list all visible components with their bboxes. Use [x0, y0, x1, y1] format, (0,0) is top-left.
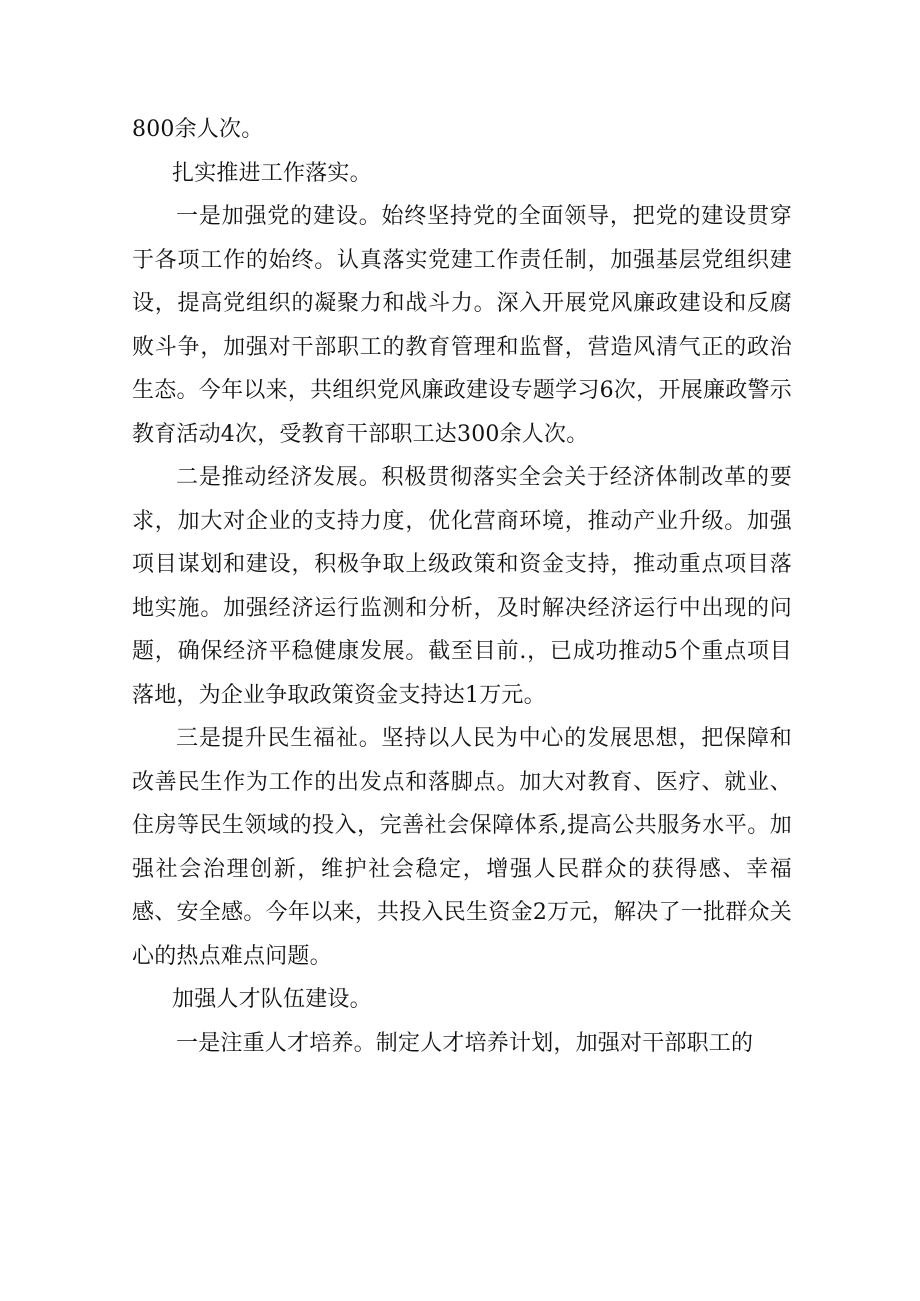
document-body [132, 108, 792, 1065]
section-heading-talent: 加强人才队伍建设。 [172, 987, 372, 1012]
section-heading-work-implementation: 扎实推进工作落实。 [172, 160, 372, 186]
paragraph-continuation: 800余人次。 [132, 117, 264, 142]
paragraph-party-building: 一是加强党的建设。始终坚持党的全面领导，把党的建设贯穿于各项工作的始终。认真落实党建工作责任制，加强基层党组织建设，提高党组织的凝聚力和战斗力。深入开展党风廉政建设和反腐败斗争，加强对干部职工的教育管理和监督，营造风清气正的政治生态。今年以来，共组织党风廉政建设专题学习6次，开展廉政警示教育活动4次，受教育干部职工达300余人次。 [132, 204, 792, 447]
paragraph-livelihood: 三是提升民生福祉。坚持以人民为中心的发展思想，把保障和改善民生作为工作的出发点和落脚点。加大对教育、医疗、就业、住房等民生领域的投入，完善社会保障体系,提高公共服务水平。加强社会治理创新，维护社会稳定，增强人民群众的获得感、幸福感、安全感。今年以来，共投入民生资金2万元，解决了一批群众关心的热点难点问题。 [132, 726, 792, 969]
paragraph-talent-training: 一是注重人才培养。制定人才培养计划，加强对干部职工的 [176, 1030, 754, 1056]
paragraph-economic-development: 二是推动经济发展。积极贯彻落实全会关于经济体制改革的要求，加大对企业的支持力度，优化营商环境，推动产业升级。加强项目谋划和建设，积极争取上级政策和资金支持，推动重点项目落地实施。加强经济运行监测和分析，及时解决经济运行中出现的问题，确保经济平稳健康发展。截至目前.，已成功推动5个重点项目落地，为企业争取政策资金支持达1万元。 [132, 465, 792, 708]
